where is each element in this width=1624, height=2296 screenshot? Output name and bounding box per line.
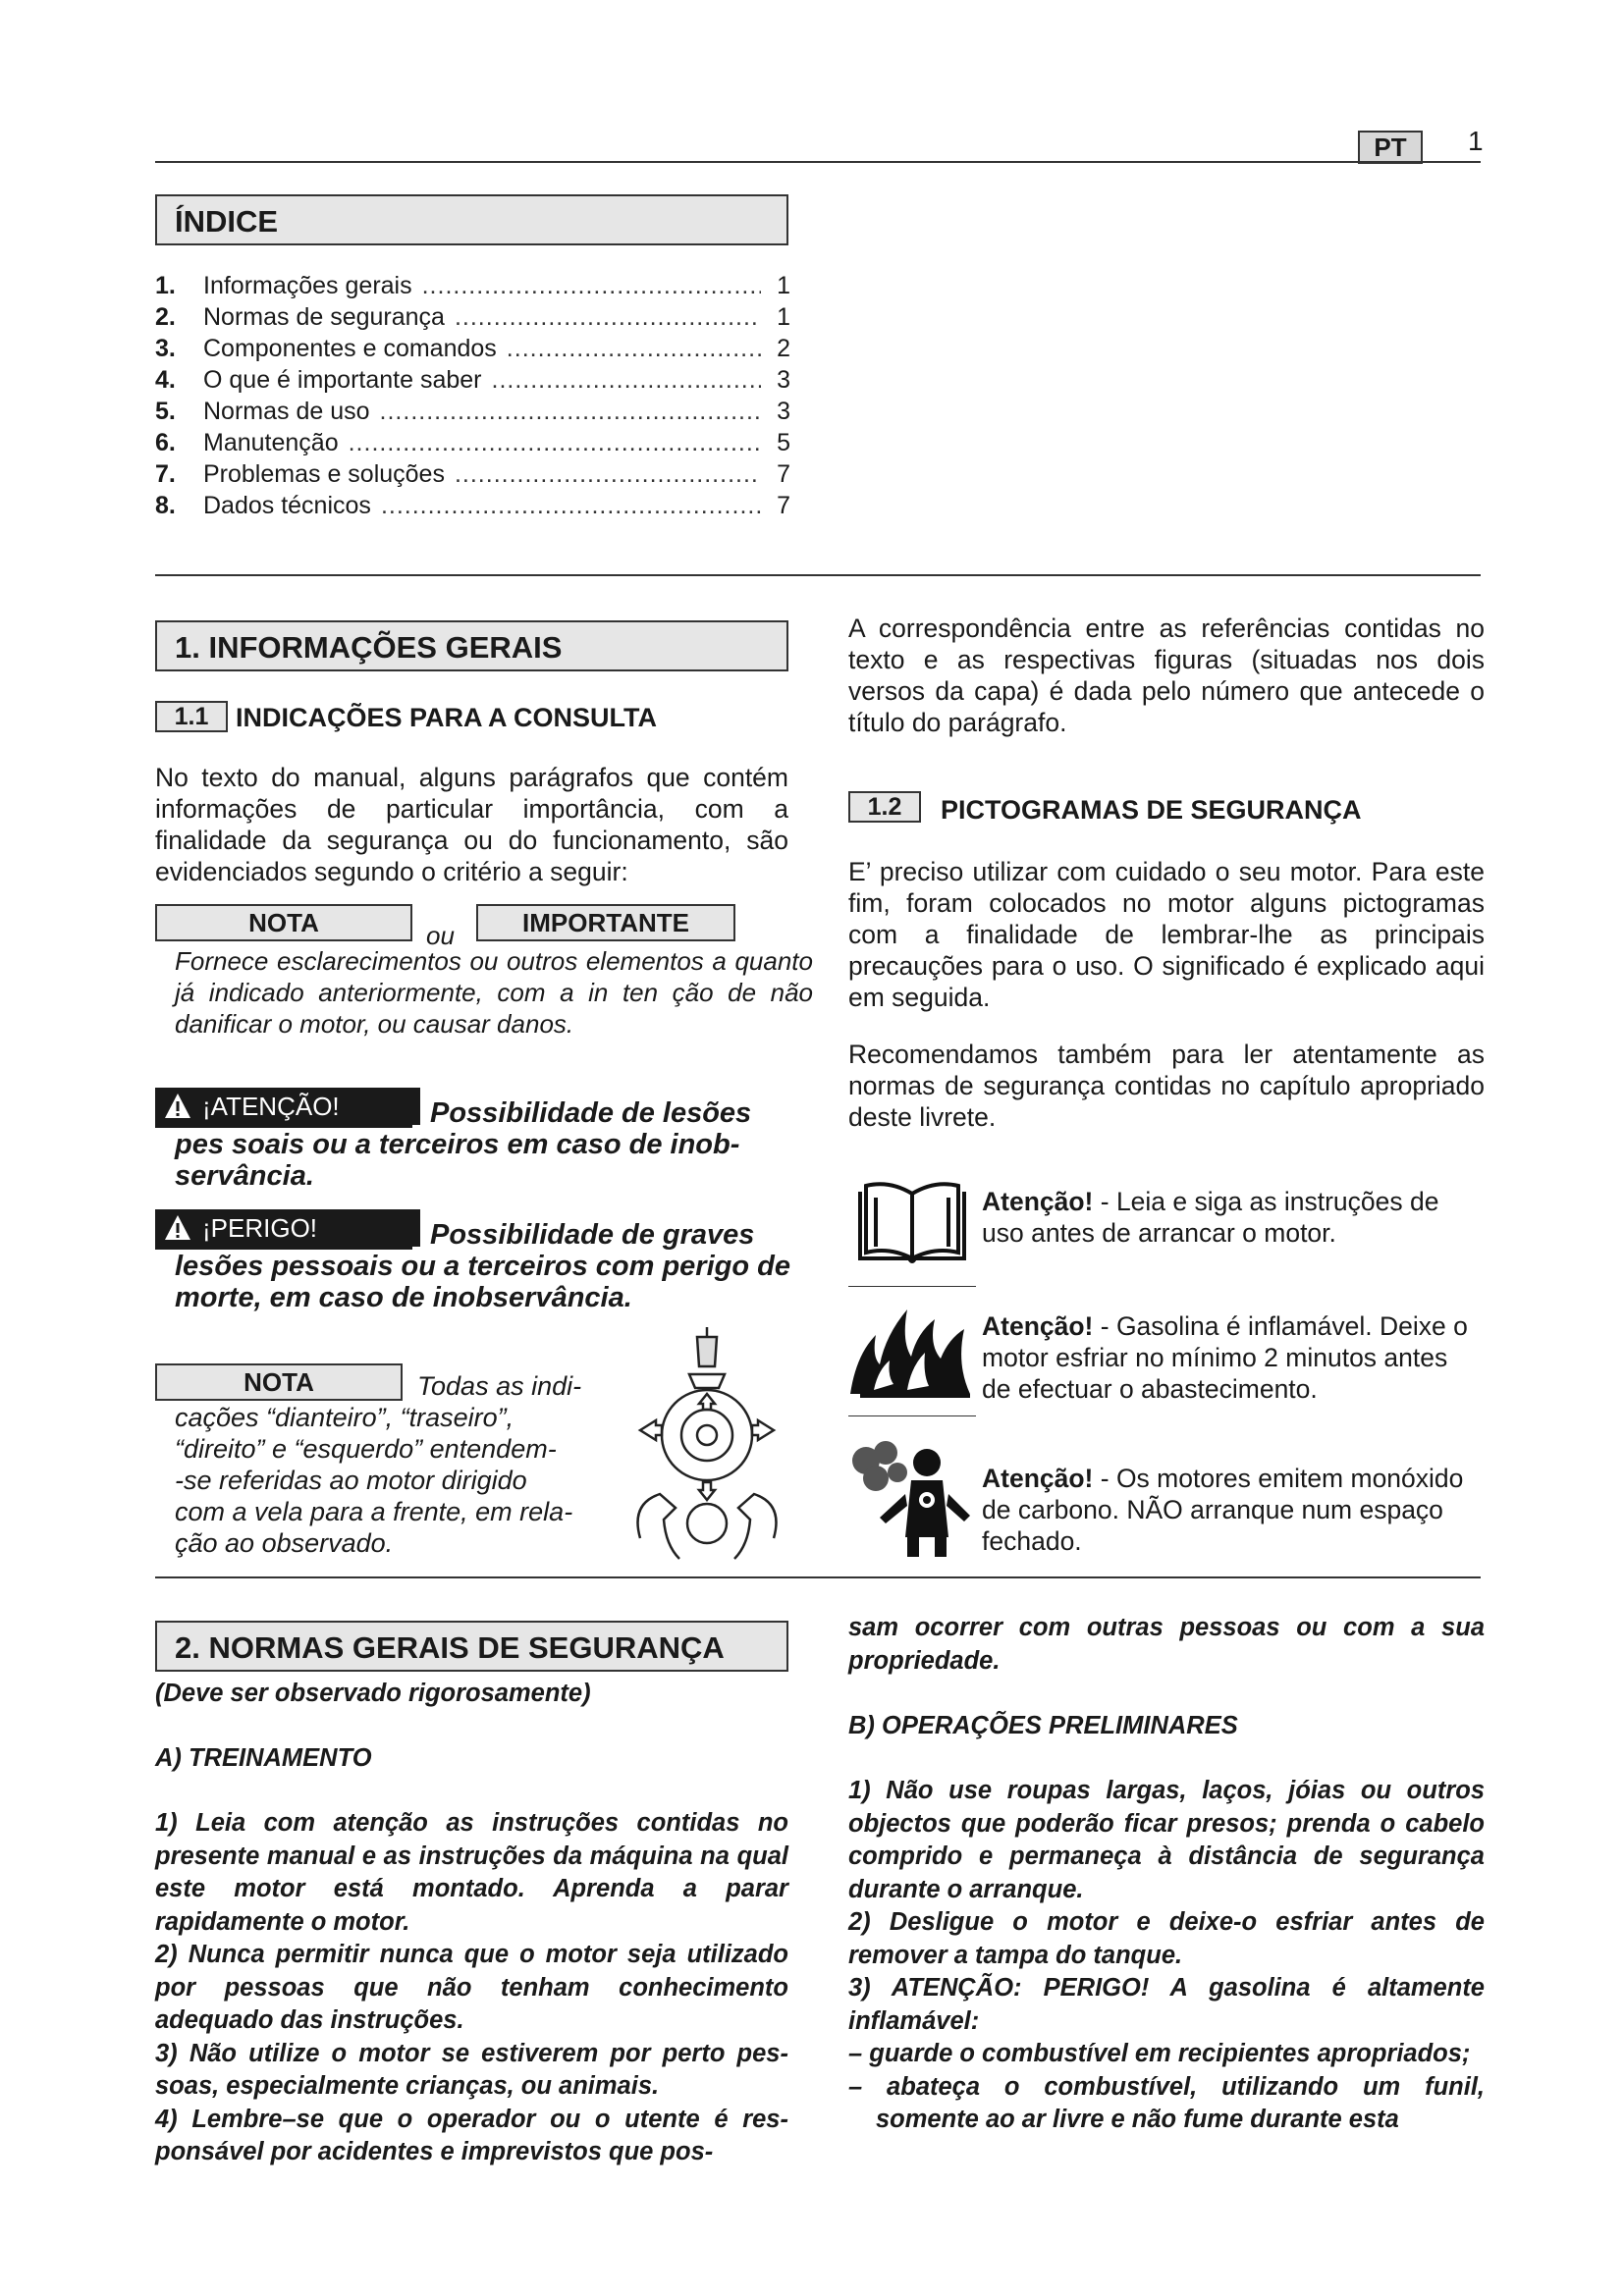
section2-a-list bbox=[155, 1807, 788, 2169]
header-rule bbox=[155, 161, 1481, 163]
toc-item-leader bbox=[380, 396, 761, 427]
toc-item-title: Dados técnicos bbox=[203, 492, 371, 519]
toc-item-leader bbox=[455, 458, 761, 490]
toc-item-page: 1 bbox=[777, 272, 790, 299]
toc-item-number: 2. bbox=[155, 303, 176, 331]
importante-tag: IMPORTANTE bbox=[476, 904, 735, 941]
page-number: 1 bbox=[1468, 126, 1484, 156]
nota2-line: “direito” e “esquerdo” entendem- bbox=[175, 1434, 557, 1464]
language-badge: PT bbox=[1358, 131, 1423, 164]
section2-a-item: 3) Não utilize o motor se estiverem por perto pessoas, especialmente crianças, ou animais. bbox=[155, 2039, 788, 2100]
picto-2-text: Atenção! - Gasolina é inflamável. Deixe o motor esfriar no mínimo 2 minutos antes de efectuar o abastecimento. bbox=[982, 1311, 1468, 1404]
section2-b3-dash-item: – guarde o combustível em recipientes apropriados; bbox=[848, 2040, 1471, 2067]
s11-intro: No texto do manual, alguns parágrafos que contém informações de particular importância, com a finalidade da segurança ou do funcionamento, são evidenciados segundo o critério a seguir: bbox=[155, 763, 788, 886]
picto-divider-2 bbox=[848, 1415, 976, 1416]
toc-item-number: 3. bbox=[155, 335, 176, 362]
index-title: ÍNDICE bbox=[155, 194, 788, 245]
toc-item-page: 7 bbox=[777, 460, 790, 488]
toc-item-leader bbox=[507, 333, 761, 364]
atencao-explanation: Possibilidade de lesões pes soais ou a terceiros em caso de inobservância. bbox=[175, 1097, 752, 1192]
section2-b-item: 2) Desligue o motor e deixe-o esfriar antes de remover a tampa do tanque. bbox=[848, 1908, 1485, 1969]
toc-item-leader bbox=[422, 270, 761, 301]
s12-paragraph-2: Recomendamos também para ler atentamente as normas de segurança contidas no capítulo apropriado deste livrete. bbox=[848, 1040, 1485, 1132]
s12-number: 1.2 bbox=[848, 791, 921, 823]
section2-a4-continued: sam ocorrer com outras pessoas ou com a sua propriedade. bbox=[848, 1614, 1485, 1675]
toc-item-number: 4. bbox=[155, 366, 176, 394]
toc-item[interactable] bbox=[155, 458, 790, 490]
toc-item[interactable] bbox=[155, 490, 790, 521]
toc-item-page: 3 bbox=[777, 366, 790, 394]
nota2-tag: NOTA bbox=[155, 1363, 403, 1401]
flame-icon bbox=[846, 1296, 974, 1398]
or-word: ou bbox=[426, 921, 455, 950]
index-rule bbox=[155, 574, 1481, 576]
section2-a-title: A) TREINAMENTO bbox=[155, 1744, 372, 1772]
toc-item-leader bbox=[492, 364, 762, 396]
atencao-label: ¡ATENÇÃO! bbox=[202, 1092, 340, 1121]
toc-item[interactable] bbox=[155, 301, 790, 333]
toc-item-leader bbox=[381, 490, 761, 521]
s11-title: INDICAÇÕES PARA A CONSULTA bbox=[236, 703, 657, 732]
toc-item-title: Manutenção bbox=[203, 429, 339, 456]
toc-item-title: Componentes e comandos bbox=[203, 335, 497, 362]
toc-item-page: 1 bbox=[777, 303, 790, 331]
section2-a-item: 2) Nunca permitir nunca que o motor seja utilizado por pessoas que não tenham conhecimento adequado das instruções. bbox=[155, 1941, 788, 2034]
toc-item-page: 7 bbox=[777, 492, 790, 519]
section2-b-title: B) OPERAÇÕES PRELIMINARES bbox=[848, 1712, 1238, 1739]
toc-item-page: 3 bbox=[777, 398, 790, 425]
section1-title: 1. INFORMAÇÕES GERAIS bbox=[155, 620, 788, 671]
nota2-line: ção ao observado. bbox=[175, 1528, 394, 1558]
s12-title: PICTOGRAMAS DE SEGURANÇA bbox=[941, 795, 1362, 825]
nota2-first-line: Todas as indi- bbox=[417, 1371, 582, 1401]
perigo-explanation: Possibilidade de graves lesões pessoais ou a terceiros com perigo de morte, em caso de inobservância. bbox=[175, 1219, 790, 1313]
s12-paragraph-1: E’ preciso utilizar com cuidado o seu motor. Para este fim, foram colocados no motor alguns pictogramas com a finalidade de lembrar-lhe as principais precauções para o uso. O significado é explicado aqui em seguida. bbox=[848, 857, 1485, 1012]
section2-b-item: 3) ATENÇÃO: PERIGO! A gasolina é altamente inflamável: bbox=[848, 1974, 1485, 2035]
section2-b3-dash-item: – abateça o combustível, utilizando um funil, somente ao ar livre e não fume durante esta bbox=[848, 2072, 1485, 2133]
nota-tag: NOTA bbox=[155, 904, 412, 941]
toc-item-page: 2 bbox=[777, 335, 790, 362]
picto-3-text: Atenção! - Os motores emitem monóxido de carbono. NÃO arranque num espaço fechado. bbox=[982, 1464, 1464, 1556]
toc-item[interactable] bbox=[155, 364, 790, 396]
perigo-label: ¡PERIGO! bbox=[202, 1213, 318, 1243]
toc-item-number: 5. bbox=[155, 398, 176, 425]
nota2-line: -se referidas ao motor dirigido bbox=[175, 1466, 527, 1495]
toc-item-title: Normas de segurança bbox=[203, 303, 445, 331]
nota2-body bbox=[175, 1402, 617, 1559]
toxic-fumes-icon bbox=[846, 1439, 974, 1557]
nota2-line: cações “dianteiro”, “traseiro”, bbox=[175, 1403, 514, 1432]
engine-orientation-diagram bbox=[621, 1327, 797, 1563]
section2-b-item: 1) Não use roupas largas, laços, jóias ou outros objectos que poderão ficar presos; prenda o cabelo comprido e permaneça à distância de segurança durante o arranque. bbox=[848, 1777, 1485, 1903]
toc-item-number: 1. bbox=[155, 272, 176, 299]
picto-1-text: Atenção! - Leia e siga as instruções de uso antes de arrancar o motor. bbox=[982, 1187, 1439, 1248]
manual-book-icon bbox=[854, 1178, 970, 1270]
toc-item-title: Informações gerais bbox=[203, 272, 412, 299]
toc-item[interactable] bbox=[155, 270, 790, 301]
nota-explanation: Fornece esclarecimentos ou outros elementos a quanto já indicado anteriormente, com a in ten ção de não danificar o motor, ou causar danos. bbox=[175, 946, 813, 1039]
section2-subtitle: (Deve ser observado rigorosamente) bbox=[155, 1680, 591, 1707]
toc-item-title: Normas de uso bbox=[203, 398, 370, 425]
section2-a-item: 4) Lembre–se que o operador ou o utente é responsável por acidentes e imprevistos que pos- bbox=[155, 2105, 788, 2165]
section-divider bbox=[155, 1576, 1481, 1578]
s11-number: 1.1 bbox=[155, 701, 228, 732]
toc-item[interactable] bbox=[155, 333, 790, 364]
section2-a-item: 1) Leia com atenção as instruções contidas no presente manual e as instruções da máquina na qual este motor está montado. Aprenda a parar rapidamente o motor. bbox=[155, 1809, 788, 1936]
toc-item-page: 5 bbox=[777, 429, 790, 456]
toc-item-number: 8. bbox=[155, 492, 176, 519]
toc-item-title: O que é importante saber bbox=[203, 366, 482, 394]
section2-b-list bbox=[848, 1775, 1485, 2137]
toc-item-number: 7. bbox=[155, 460, 176, 488]
toc-item-title: Problemas e soluções bbox=[203, 460, 445, 488]
toc-item[interactable] bbox=[155, 396, 790, 427]
toc-item-leader bbox=[455, 301, 761, 333]
figure-correspondence: A correspondência entre as referências contidas no texto e as respectivas figuras (situadas nos dois versos da capa) é dada pelo número que antecede o título do parágrafo. bbox=[848, 614, 1485, 737]
picto-divider-1 bbox=[848, 1286, 976, 1287]
toc-item-leader bbox=[349, 427, 761, 458]
toc-item[interactable] bbox=[155, 427, 790, 458]
toc-item-number: 6. bbox=[155, 429, 176, 456]
nota2-line: com a vela para a frente, em rela- bbox=[175, 1497, 573, 1526]
section2-title: 2. NORMAS GERAIS DE SEGURANÇA bbox=[155, 1621, 788, 1672]
